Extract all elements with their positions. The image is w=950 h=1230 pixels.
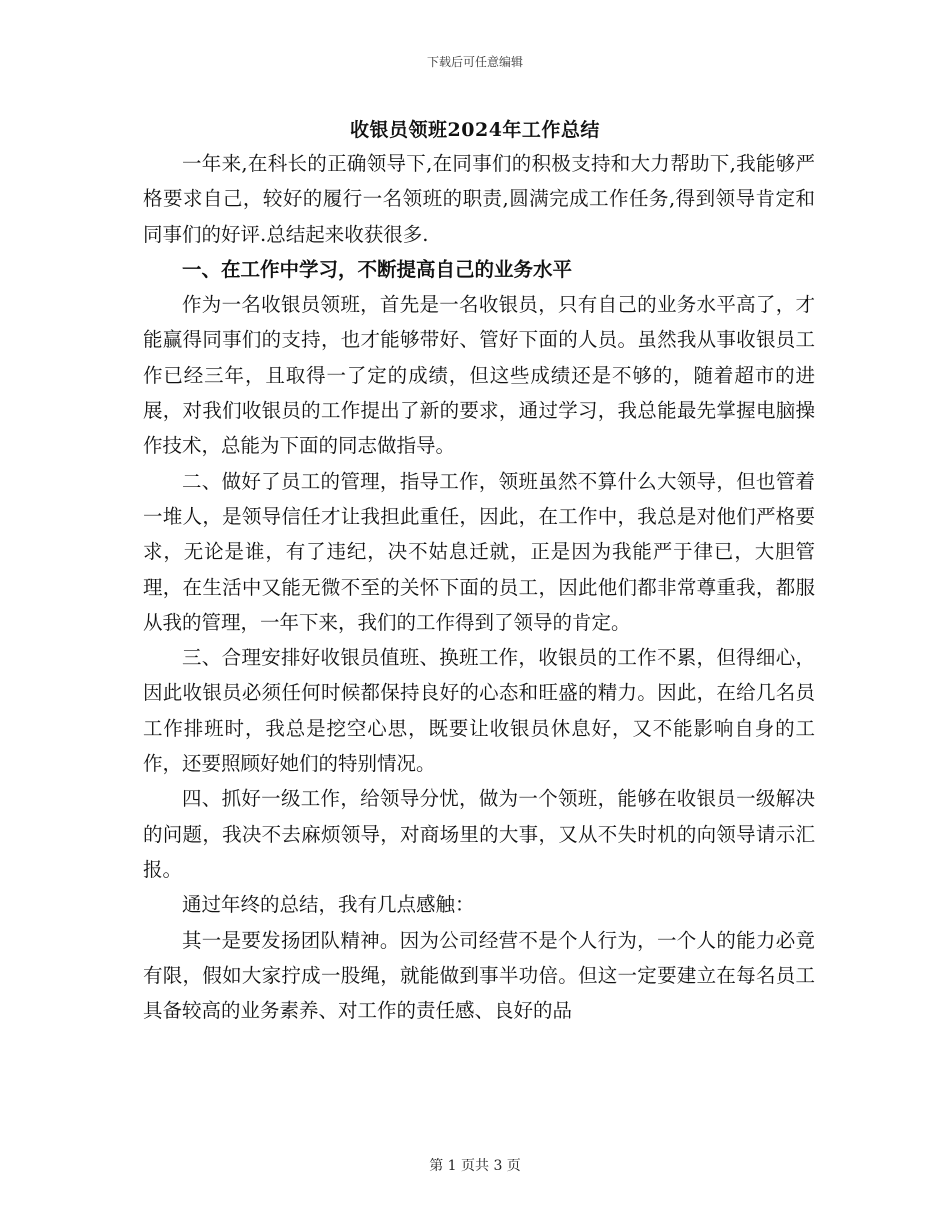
paragraph-reflections-intro: 通过年终的总结，我有几点感触： — [182, 893, 475, 917]
paragraph-staff-management: 二、做好了员工的管理，指导工作，领班虽然不算什么大领导，但也管着一堆人，是领导信任才让我担此重任，因此，在工作中，我总是对他们严格要求，无论是谁，有了违纪，决不姑息迁就，正是因为我能严于律已，大胆管理，在生活中又能无微不至的关怀下面的员工，因此他们都非常尊重我，都服从我的管理，一年下来，我们的工作得到了领导的肯定。 — [143, 469, 815, 634]
page-number: 第 1 页共 3 页 — [429, 1158, 521, 1174]
paragraph-scheduling: 三、合理安排好收银员值班、换班工作，收银员的工作不累，但得细心，因此收银员必须任何时候都保持良好的心态和旺盛的精力。因此，在给几名员工作排班时，我总是挖空心思，既要让收银员休息好，又不能影响自身的工作，还要照顾好她们的特别情况。 — [143, 646, 815, 776]
page-header-note: 下载后可任意编辑 — [426, 55, 523, 69]
document-title: 收银员领班2024年工作总结 — [350, 119, 600, 141]
paragraph-first-level-work: 四、抓好一级工作，给领导分忧，做为一个领班，能够在收银员一级解决的问题，我决不去麻烦领导，对商场里的大事，又从不失时机的向领导请示汇报。 — [143, 787, 815, 881]
paragraph-learning: 作为一名收银员领班，首先是一名收银员，只有自己的业务水平高了，才能赢得同事们的支持，也才能够带好、管好下面的人员。虽然我从事收银员工作已经三年，且取得一了定的成绩，但这些成绩还是不够的，随着超市的进展，对我们收银员的工作提出了新的要求，通过学习，我总能最先掌握电脑操作技术，总能为下面的同志做指导。 — [143, 293, 815, 458]
paragraph-team-spirit: 其一是要发扬团队精神。因为公司经营不是个人行为，一个人的能力必竟有限，假如大家拧成一股绳，就能做到事半功倍。但这一定要建立在每名员工具备较高的业务素养、对工作的责任感、良好的品 — [143, 928, 815, 1023]
section-heading-learning: 一、在工作中学习，不断提高自己的业务水平 — [182, 257, 573, 281]
paragraph-intro: 一年来,在科长的正确领导下,在同事们的积极支持和大力帮助下,我能够严格要求自己，较好的履行一名领班的职责,圆满完成工作任务,得到领导肯定和同事们的好评.总结起来收获很多. — [143, 152, 815, 246]
document-body — [143, 146, 815, 1028]
